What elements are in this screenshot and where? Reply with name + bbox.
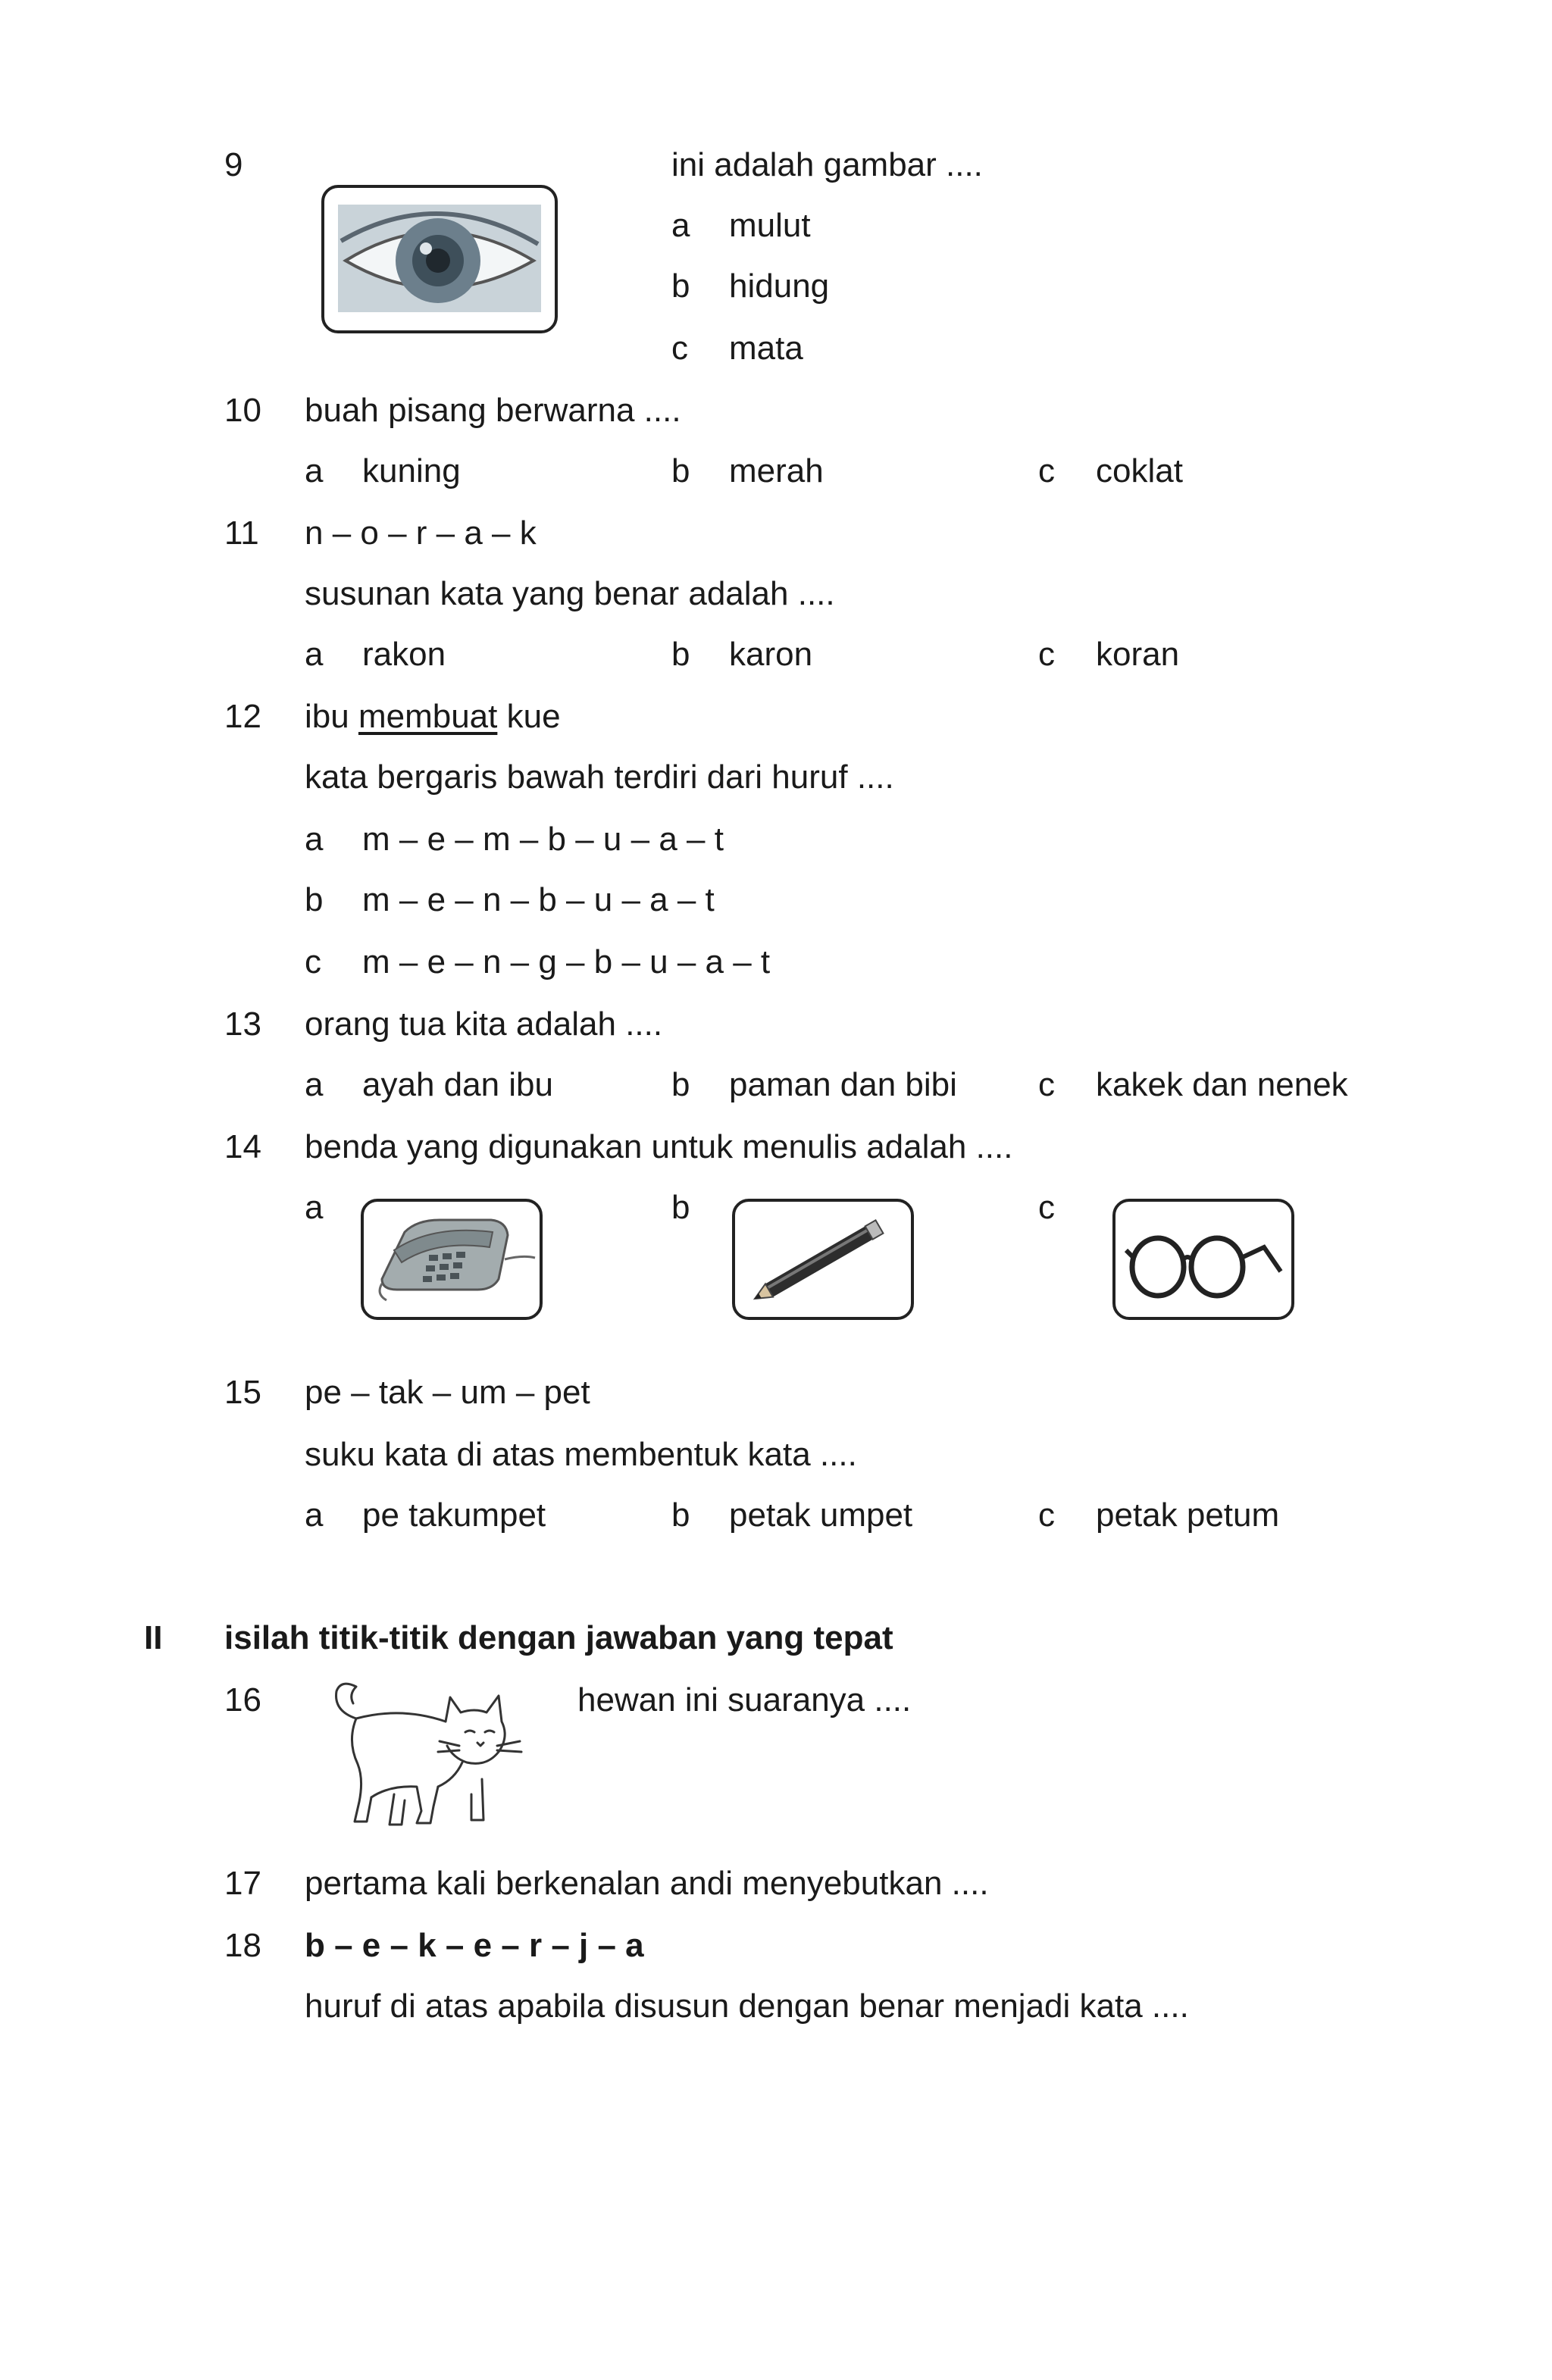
question-number: 12 bbox=[224, 698, 261, 735]
eye-image-frame bbox=[321, 185, 558, 333]
question-number: 14 bbox=[224, 1128, 261, 1165]
option-text: merah bbox=[729, 452, 824, 489]
sentence-pre: ibu bbox=[305, 698, 358, 735]
question-number: 11 bbox=[224, 514, 259, 552]
question-text: huruf di atas apabila disusun dengan benar menjadi kata .... bbox=[305, 1988, 1189, 2025]
question-text: kata bergaris bawah terdiri dari huruf .... bbox=[305, 758, 894, 796]
option-letter: c bbox=[1038, 636, 1055, 673]
option-text: mata bbox=[729, 330, 803, 367]
option-text: m – e – m – b – u – a – t bbox=[362, 821, 724, 858]
option-letter: a bbox=[305, 452, 324, 489]
section-number: II bbox=[144, 1619, 163, 1656]
option-letter: b bbox=[671, 452, 690, 489]
cat-icon bbox=[311, 1673, 538, 1831]
question-text: orang tua kita adalah .... bbox=[305, 1005, 663, 1043]
question-number: 13 bbox=[224, 1005, 261, 1043]
option-text: petak petum bbox=[1096, 1496, 1280, 1534]
option-letter: c bbox=[671, 330, 688, 367]
option-text: hidung bbox=[729, 267, 830, 305]
cat-image bbox=[311, 1673, 538, 1831]
eye-icon bbox=[324, 188, 555, 330]
option-letter: a bbox=[671, 207, 690, 244]
option-letter: a bbox=[305, 1189, 324, 1226]
question-text: ini adalah gambar .... bbox=[671, 146, 983, 183]
option-letter: a bbox=[305, 821, 324, 858]
option-text: m – e – n – b – u – a – t bbox=[362, 881, 715, 918]
question-text: pertama kali berkenalan andi menyebutkan .... bbox=[305, 1865, 989, 1902]
option-letter: a bbox=[305, 1496, 324, 1534]
option-letter: a bbox=[305, 636, 324, 673]
example-sentence bbox=[305, 697, 561, 737]
pencil-icon bbox=[735, 1202, 911, 1317]
option-letter: c bbox=[1038, 1189, 1055, 1226]
option-letter: b bbox=[305, 881, 324, 918]
option-text: kakek dan nenek bbox=[1096, 1066, 1348, 1103]
option-text: m – e – n – g – b – u – a – t bbox=[362, 943, 771, 980]
section-heading: isilah titik-titik dengan jawaban yang tepat bbox=[224, 1619, 893, 1656]
telephone-icon bbox=[364, 1202, 540, 1317]
letter-sequence: n – o – r – a – k bbox=[305, 514, 537, 552]
question-number: 10 bbox=[224, 392, 261, 429]
pencil-image-frame bbox=[732, 1199, 914, 1320]
option-letter: b bbox=[671, 636, 690, 673]
option-text: karon bbox=[729, 636, 813, 673]
glasses-icon bbox=[1116, 1202, 1291, 1317]
option-letter: c bbox=[305, 943, 321, 980]
question-text: susunan kata yang benar adalah .... bbox=[305, 575, 835, 612]
option-text: ayah dan ibu bbox=[362, 1066, 553, 1103]
question-number: 15 bbox=[224, 1374, 261, 1411]
option-text: rakon bbox=[362, 636, 446, 673]
option-letter: a bbox=[305, 1066, 324, 1103]
question-text: benda yang digunakan untuk menulis adalah .... bbox=[305, 1128, 1013, 1165]
telephone-image-frame bbox=[361, 1199, 543, 1320]
option-text: pe takumpet bbox=[362, 1496, 546, 1534]
option-text: coklat bbox=[1096, 452, 1183, 489]
option-letter: c bbox=[1038, 452, 1055, 489]
question-number: 16 bbox=[224, 1681, 261, 1719]
option-text: paman dan bibi bbox=[729, 1066, 957, 1103]
option-letter: b bbox=[671, 267, 690, 305]
underlined-word: membuat bbox=[358, 698, 498, 735]
option-text: koran bbox=[1096, 636, 1180, 673]
option-letter: b bbox=[671, 1189, 690, 1226]
question-text: suku kata di atas membentuk kata .... bbox=[305, 1436, 857, 1473]
option-letter: c bbox=[1038, 1066, 1055, 1103]
option-text: petak umpet bbox=[729, 1496, 913, 1534]
option-letter: c bbox=[1038, 1496, 1055, 1534]
question-number: 18 bbox=[224, 1927, 261, 1964]
question-text: buah pisang berwarna .... bbox=[305, 392, 681, 429]
question-number: 17 bbox=[224, 1865, 261, 1902]
option-text: kuning bbox=[362, 452, 461, 489]
sentence-post: kue bbox=[497, 698, 561, 735]
letter-sequence: b – e – k – e – r – j – a bbox=[305, 1927, 644, 1964]
question-number: 9 bbox=[224, 146, 243, 183]
syllable-sequence: pe – tak – um – pet bbox=[305, 1374, 590, 1411]
question-text: hewan ini suaranya .... bbox=[577, 1681, 912, 1719]
option-letter: b bbox=[671, 1066, 690, 1103]
option-text: mulut bbox=[729, 207, 811, 244]
option-letter: b bbox=[671, 1496, 690, 1534]
glasses-image-frame bbox=[1112, 1199, 1294, 1320]
